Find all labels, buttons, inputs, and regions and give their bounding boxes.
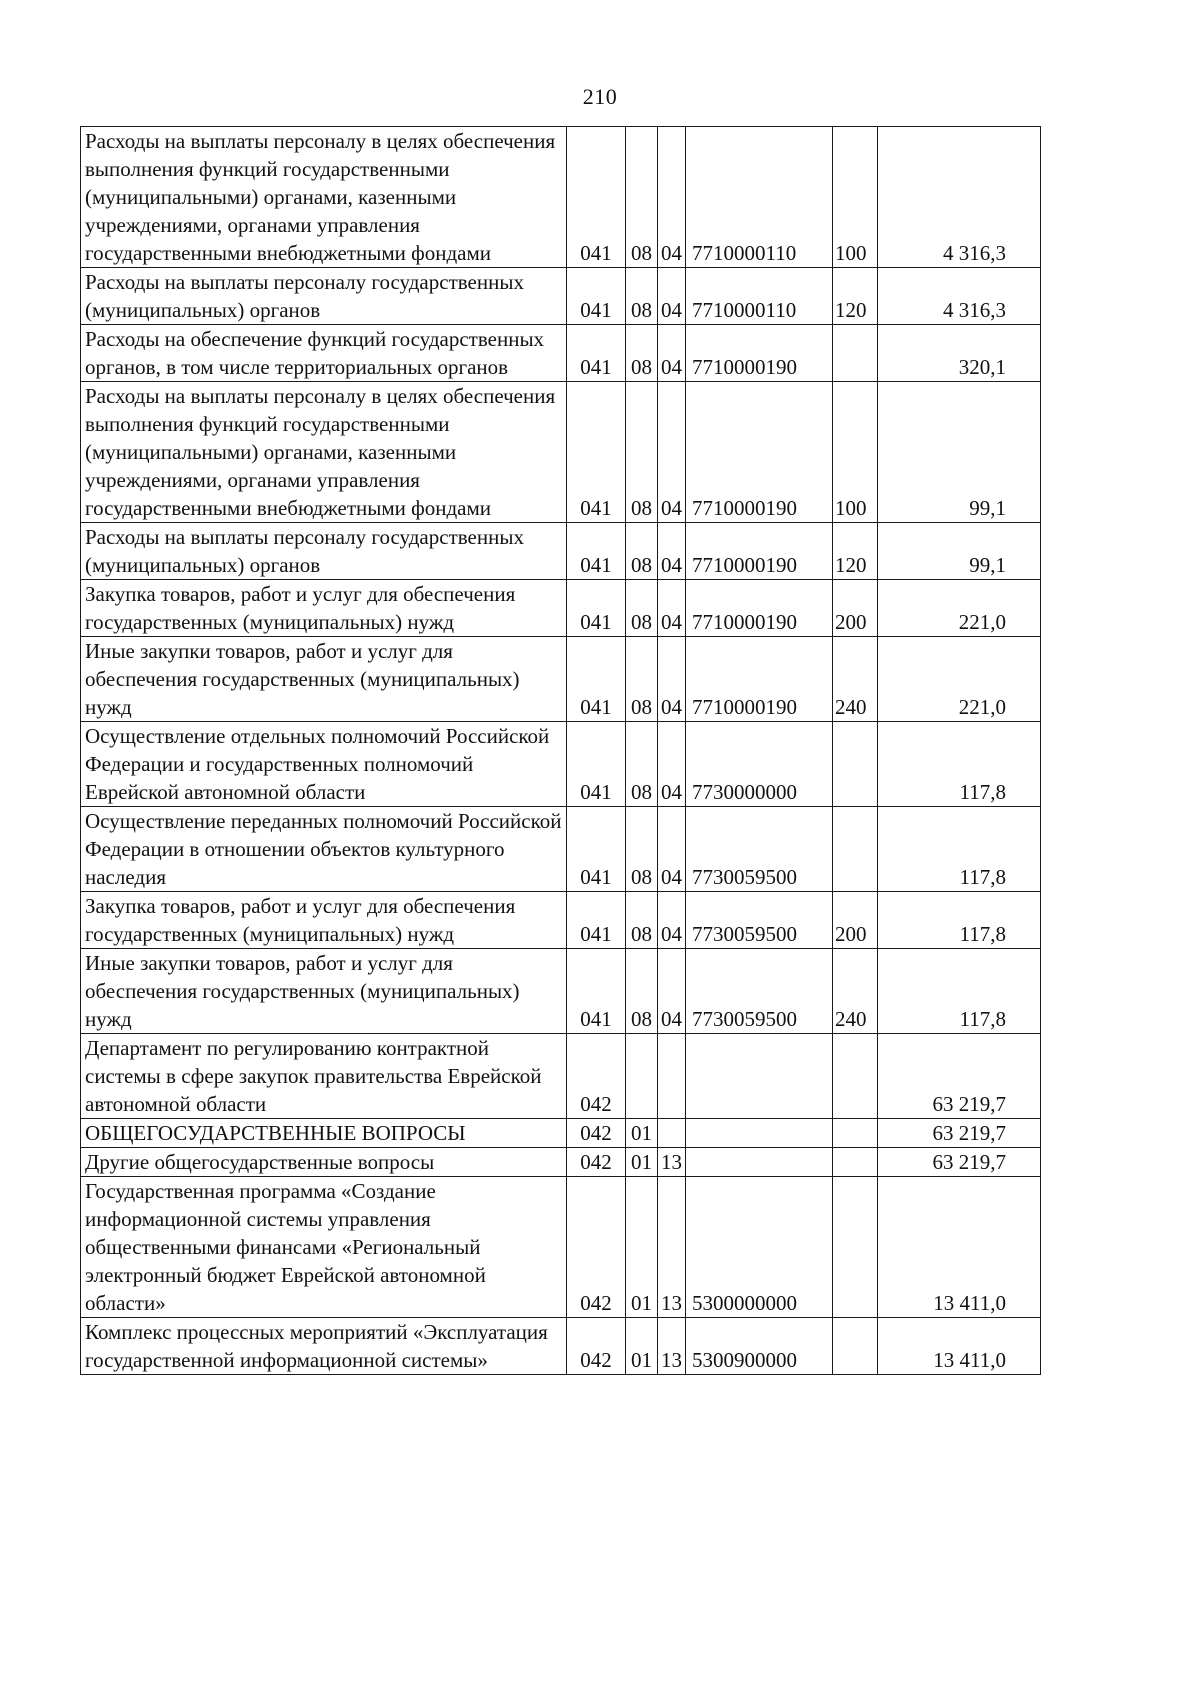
- section-cell: 08: [626, 807, 658, 892]
- ministry-code-cell: 041: [567, 580, 626, 637]
- row-name-cell: Расходы на выплаты персоналу государственных (муниципальных) органов: [81, 268, 567, 325]
- amount-cell: 99,1: [878, 382, 1041, 523]
- section-cell: 08: [626, 949, 658, 1034]
- section-cell: 08: [626, 127, 658, 268]
- table-row: [81, 1148, 1041, 1177]
- page-number: 210: [582, 84, 618, 109]
- table-row: [81, 637, 1041, 722]
- subsection-cell: [658, 1034, 686, 1119]
- expense-type-cell: 120: [833, 268, 878, 325]
- subsection-cell: 04: [658, 637, 686, 722]
- expense-type-cell: [833, 325, 878, 382]
- ministry-code-cell: 042: [567, 1034, 626, 1119]
- subsection-cell: 04: [658, 892, 686, 949]
- section-cell: 08: [626, 325, 658, 382]
- row-name-cell: Государственная программа «Создание информационной системы управления общественными финансами «Региональный электронный бюджет Еврейской автономной области»: [81, 1177, 567, 1318]
- target-article-cell: 7730059500: [686, 807, 833, 892]
- amount-cell: 13 411,0: [878, 1177, 1041, 1318]
- expense-type-cell: 100: [833, 382, 878, 523]
- row-name-cell: Иные закупки товаров, работ и услуг для обеспечения государственных (муниципальных) нужд: [81, 637, 567, 722]
- amount-cell: 117,8: [878, 892, 1041, 949]
- table-row: [81, 1177, 1041, 1318]
- ministry-code-cell: 041: [567, 892, 626, 949]
- amount-cell: 4 316,3: [878, 268, 1041, 325]
- table-row: [81, 722, 1041, 807]
- ministry-code-cell: 042: [567, 1177, 626, 1318]
- expense-type-cell: 240: [833, 637, 878, 722]
- amount-cell: 320,1: [878, 325, 1041, 382]
- table-row: [81, 268, 1041, 325]
- table-row: [81, 892, 1041, 949]
- row-name-cell: ОБЩЕГОСУДАРСТВЕННЫЕ ВОПРОСЫ: [81, 1119, 567, 1148]
- ministry-code-cell: 041: [567, 325, 626, 382]
- amount-cell: 221,0: [878, 580, 1041, 637]
- expense-type-cell: [833, 1177, 878, 1318]
- subsection-cell: 04: [658, 127, 686, 268]
- amount-cell: 63 219,7: [878, 1119, 1041, 1148]
- subsection-cell: 04: [658, 580, 686, 637]
- target-article-cell: [686, 1034, 833, 1119]
- subsection-cell: 04: [658, 268, 686, 325]
- row-name-cell: Закупка товаров, работ и услуг для обеспечения государственных (муниципальных) нужд: [81, 580, 567, 637]
- expense-type-cell: [833, 807, 878, 892]
- section-cell: 01: [626, 1119, 658, 1148]
- table-row: [81, 523, 1041, 580]
- amount-cell: 117,8: [878, 722, 1041, 807]
- section-cell: 01: [626, 1318, 658, 1375]
- amount-cell: 99,1: [878, 523, 1041, 580]
- table-row: [81, 382, 1041, 523]
- budget-table-body: [81, 127, 1041, 1375]
- target-article-cell: 7710000190: [686, 523, 833, 580]
- subsection-cell: 04: [658, 807, 686, 892]
- row-name-cell: Закупка товаров, работ и услуг для обеспечения государственных (муниципальных) нужд: [81, 892, 567, 949]
- table-row: [81, 580, 1041, 637]
- subsection-cell: 04: [658, 382, 686, 523]
- section-cell: 01: [626, 1148, 658, 1177]
- target-article-cell: 5300000000: [686, 1177, 833, 1318]
- subsection-cell: 04: [658, 325, 686, 382]
- table-row: [81, 807, 1041, 892]
- amount-cell: 117,8: [878, 949, 1041, 1034]
- table-row: [81, 1119, 1041, 1148]
- expense-type-cell: [833, 1148, 878, 1177]
- expense-type-cell: [833, 1318, 878, 1375]
- target-article-cell: [686, 1119, 833, 1148]
- section-cell: 08: [626, 892, 658, 949]
- subsection-cell: 04: [658, 523, 686, 580]
- subsection-cell: 13: [658, 1318, 686, 1375]
- table-row: [81, 1318, 1041, 1375]
- ministry-code-cell: 041: [567, 523, 626, 580]
- section-cell: 08: [626, 637, 658, 722]
- subsection-cell: 04: [658, 722, 686, 807]
- target-article-cell: 7730059500: [686, 949, 833, 1034]
- target-article-cell: 7710000190: [686, 637, 833, 722]
- ministry-code-cell: 041: [567, 637, 626, 722]
- expense-type-cell: 240: [833, 949, 878, 1034]
- target-article-cell: 7730059500: [686, 892, 833, 949]
- section-cell: [626, 1034, 658, 1119]
- target-article-cell: 7710000190: [686, 580, 833, 637]
- amount-cell: 4 316,3: [878, 127, 1041, 268]
- amount-cell: 117,8: [878, 807, 1041, 892]
- table-row: [81, 949, 1041, 1034]
- target-article-cell: [686, 1148, 833, 1177]
- section-cell: 08: [626, 580, 658, 637]
- target-article-cell: 5300900000: [686, 1318, 833, 1375]
- amount-cell: 13 411,0: [878, 1318, 1041, 1375]
- target-article-cell: 7710000110: [686, 127, 833, 268]
- amount-cell: 221,0: [878, 637, 1041, 722]
- row-name-cell: Департамент по регулированию контрактной системы в сфере закупок правительства Еврейской автономной области: [81, 1034, 567, 1119]
- ministry-code-cell: 041: [567, 949, 626, 1034]
- row-name-cell: Осуществление отдельных полномочий Российской Федерации и государственных полномочий Еврейской автономной области: [81, 722, 567, 807]
- table-row: [81, 1034, 1041, 1119]
- expense-type-cell: [833, 1119, 878, 1148]
- section-cell: 08: [626, 268, 658, 325]
- row-name-cell: Иные закупки товаров, работ и услуг для обеспечения государственных (муниципальных) нужд: [81, 949, 567, 1034]
- expense-type-cell: 200: [833, 892, 878, 949]
- section-cell: 01: [626, 1177, 658, 1318]
- subsection-cell: 13: [658, 1148, 686, 1177]
- row-name-cell: Расходы на обеспечение функций государственных органов, в том числе территориальных органов: [81, 325, 567, 382]
- ministry-code-cell: 042: [567, 1119, 626, 1148]
- target-article-cell: 7710000110: [686, 268, 833, 325]
- ministry-code-cell: 042: [567, 1318, 626, 1375]
- target-article-cell: 7710000190: [686, 325, 833, 382]
- row-name-cell: Другие общегосударственные вопросы: [81, 1148, 567, 1177]
- row-name-cell: Осуществление переданных полномочий Российской Федерации в отношении объектов культурного наследия: [81, 807, 567, 892]
- target-article-cell: 7710000190: [686, 382, 833, 523]
- budget-table: [80, 126, 1041, 1375]
- ministry-code-cell: 041: [567, 268, 626, 325]
- subsection-cell: 13: [658, 1177, 686, 1318]
- ministry-code-cell: 041: [567, 722, 626, 807]
- row-name-cell: Расходы на выплаты персоналу в целях обеспечения выполнения функций государственными (муниципальными) органами, казенными учреждениями, органами управления государственными внебюджетными фондами: [81, 382, 567, 523]
- ministry-code-cell: 042: [567, 1148, 626, 1177]
- row-name-cell: Расходы на выплаты персоналу государственных (муниципальных) органов: [81, 523, 567, 580]
- expense-type-cell: 120: [833, 523, 878, 580]
- expense-type-cell: 200: [833, 580, 878, 637]
- amount-cell: 63 219,7: [878, 1034, 1041, 1119]
- section-cell: 08: [626, 523, 658, 580]
- ministry-code-cell: 041: [567, 127, 626, 268]
- row-name-cell: Расходы на выплаты персоналу в целях обеспечения выполнения функций государственными (муниципальными) органами, казенными учреждениями, органами управления государственными внебюджетными фондами: [81, 127, 567, 268]
- ministry-code-cell: 041: [567, 807, 626, 892]
- subsection-cell: 04: [658, 949, 686, 1034]
- expense-type-cell: [833, 1034, 878, 1119]
- section-cell: 08: [626, 382, 658, 523]
- row-name-cell: Комплекс процессных мероприятий «Эксплуатация государственной информационной системы»: [81, 1318, 567, 1375]
- subsection-cell: [658, 1119, 686, 1148]
- expense-type-cell: [833, 722, 878, 807]
- section-cell: 08: [626, 722, 658, 807]
- amount-cell: 63 219,7: [878, 1148, 1041, 1177]
- target-article-cell: 7730000000: [686, 722, 833, 807]
- table-row: [81, 127, 1041, 268]
- table-row: [81, 325, 1041, 382]
- ministry-code-cell: 041: [567, 382, 626, 523]
- expense-type-cell: 100: [833, 127, 878, 268]
